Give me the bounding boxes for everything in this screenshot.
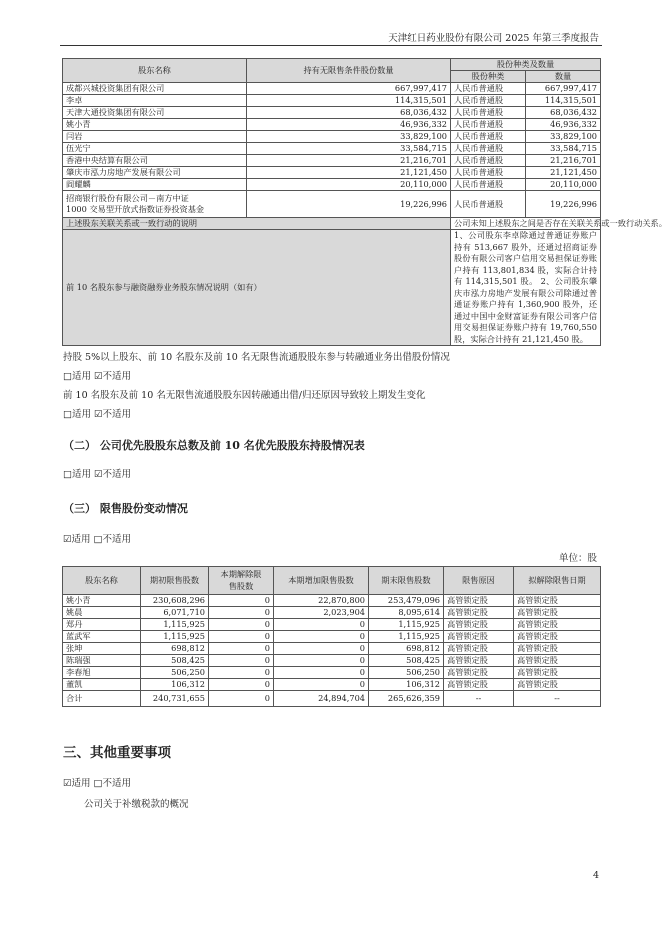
margin-row: [63, 230, 601, 346]
col-header-end: 期末限售股数: [369, 567, 444, 595]
shareholder-name: 天津大通投资集团有限公司: [63, 107, 247, 119]
header-rule: [60, 45, 602, 46]
share-amount: 33,584,715: [526, 143, 601, 155]
table-row: [63, 595, 601, 607]
shareholder-qty: 667,997,417: [247, 83, 451, 95]
released-restricted: 0: [209, 643, 274, 655]
shareholder-qty: 20,110,000: [247, 179, 451, 191]
begin-restricted: 1,115,925: [141, 631, 209, 643]
total-label: 合计: [63, 691, 141, 707]
end-restricted: 1,115,925: [369, 619, 444, 631]
holder-name: 李春旭: [63, 667, 141, 679]
preferred-shares-heading: （二） 公司优先股股东总数及前 10 名优先股股东持股情况表: [63, 439, 365, 452]
table-row: [63, 655, 601, 667]
added-restricted: 0: [274, 679, 369, 691]
restricted-shares-heading: （三） 限售股份变动情况: [63, 502, 188, 515]
table-row: [63, 167, 601, 179]
shareholder-name: 阎耀麟: [63, 179, 247, 191]
table-row: [63, 131, 601, 143]
share-type: 人民币普通股: [451, 95, 526, 107]
col-header-type: 股份种类: [451, 71, 526, 83]
release-date: 高管锁定股: [514, 643, 601, 655]
holder-name: 郑丹: [63, 619, 141, 631]
shareholder-qty: 46,936,332: [247, 119, 451, 131]
lending-checkbox: □适用 ☑不适用: [63, 371, 132, 382]
share-type: 人民币普通股: [451, 155, 526, 167]
end-restricted: 698,812: [369, 643, 444, 655]
share-type: 人民币普通股: [451, 191, 526, 218]
unit-label: 单位：股: [558, 553, 597, 564]
total-date: --: [514, 691, 601, 707]
shareholder-qty: 68,036,432: [247, 107, 451, 119]
end-restricted: 508,425: [369, 655, 444, 667]
restriction-reason: 高管锁定股: [444, 667, 514, 679]
shareholder-qty: 33,829,100: [247, 131, 451, 143]
end-restricted: 8,095,614: [369, 607, 444, 619]
table-row: [63, 679, 601, 691]
restriction-reason: 高管锁定股: [444, 643, 514, 655]
col-header-reason: 限售原因: [444, 567, 514, 595]
shareholder-name: 闫岩: [63, 131, 247, 143]
shareholder-qty: 21,121,450: [247, 167, 451, 179]
restricted-shares-table: [62, 566, 601, 707]
holder-name: 姚晨: [63, 607, 141, 619]
total-begin: 240,731,655: [141, 691, 209, 707]
table-row: [63, 667, 601, 679]
share-type: 人民币普通股: [451, 167, 526, 179]
shareholder-name: 伍光宁: [63, 143, 247, 155]
share-type: 人民币普通股: [451, 119, 526, 131]
shareholder-name: 肇庆市泓力房地产发展有限公司: [63, 167, 247, 179]
restriction-reason: 高管锁定股: [444, 595, 514, 607]
added-restricted: 0: [274, 643, 369, 655]
begin-restricted: 230,608,296: [141, 595, 209, 607]
total-release: 0: [209, 691, 274, 707]
margin-text: 1、公司股东李卓除通过普通证券账户持有 513,667 股外，还通过招商证券股份有限公司客户信用交易担保证券账户持有 113,801,834 股，实际合计持有 114,315,501 股。 2、公司股东肇庆市泓力房地产发展有限公司除通过普通证券账户持有 1,360,900 股外，还通过中国中金财富证券有限公司客户信用交易担保证券账户持有 19,760,550 股，实际合计持有 21,121,450 股。: [451, 230, 601, 346]
table-row: [63, 607, 601, 619]
table-row: [63, 643, 601, 655]
report-header: 天津红日药业股份有限公司 2025 年第三季度报告: [388, 33, 599, 44]
share-amount: 46,936,332: [526, 119, 601, 131]
restriction-reason: 高管锁定股: [444, 679, 514, 691]
added-restricted: 0: [274, 619, 369, 631]
share-amount: 68,036,432: [526, 107, 601, 119]
release-date: 高管锁定股: [514, 595, 601, 607]
release-date: 高管锁定股: [514, 607, 601, 619]
restricted-shares-checkbox: ☑适用 □不适用: [63, 534, 132, 545]
table-row: [63, 191, 601, 218]
lending-title: 持股 5%以上股东、前 10 名股东及前 10 名无限售流通股股东参与转融通业务出借股份情况: [63, 352, 450, 363]
share-amount: 19,226,996: [526, 191, 601, 218]
added-restricted: 2,023,904: [274, 607, 369, 619]
released-restricted: 0: [209, 595, 274, 607]
shareholder-qty: 114,315,501: [247, 95, 451, 107]
begin-restricted: 106,312: [141, 679, 209, 691]
col-header-added: 本期增加限售股数: [274, 567, 369, 595]
share-type: 人民币普通股: [451, 131, 526, 143]
released-restricted: 0: [209, 607, 274, 619]
begin-restricted: 506,250: [141, 667, 209, 679]
total-end: 265,626,359: [369, 691, 444, 707]
col-header-qty: 持有无限售条件股份数量: [247, 59, 451, 83]
preferred-shares-checkbox: □适用 ☑不适用: [63, 469, 132, 480]
shareholder-name: 招商银行股份有限公司－南方中证 1000 交易型开放式指数证券投资基金: [63, 191, 247, 218]
other-matters-checkbox: ☑适用 □不适用: [63, 778, 132, 789]
shareholder-qty: 19,226,996: [247, 191, 451, 218]
begin-restricted: 508,425: [141, 655, 209, 667]
release-date: 高管锁定股: [514, 667, 601, 679]
table-row: [63, 179, 601, 191]
release-date: 高管锁定股: [514, 619, 601, 631]
unrestricted-shareholders-table: [62, 58, 667, 346]
added-restricted: 0: [274, 631, 369, 643]
share-amount: 114,315,501: [526, 95, 601, 107]
end-restricted: 1,115,925: [369, 631, 444, 643]
tax-paragraph: 公司关于补缴税款的概况: [84, 799, 189, 810]
total-added: 24,894,704: [274, 691, 369, 707]
col-header-date: 拟解除限售日期: [514, 567, 601, 595]
restriction-reason: 高管锁定股: [444, 619, 514, 631]
shareholder-name: 李卓: [63, 95, 247, 107]
col-header-type-group: 股份种类及数量: [451, 59, 601, 71]
end-restricted: 253,479,096: [369, 595, 444, 607]
col-header-begin: 期初限售股数: [141, 567, 209, 595]
total-reason: --: [444, 691, 514, 707]
begin-restricted: 698,812: [141, 643, 209, 655]
table-row: [63, 107, 601, 119]
share-type: 人民币普通股: [451, 83, 526, 95]
added-restricted: 0: [274, 655, 369, 667]
begin-restricted: 6,071,710: [141, 607, 209, 619]
share-amount: 33,829,100: [526, 131, 601, 143]
shareholder-name: 姚小青: [63, 119, 247, 131]
share-amount: 667,997,417: [526, 83, 601, 95]
release-date: 高管锁定股: [514, 679, 601, 691]
release-date: 高管锁定股: [514, 655, 601, 667]
added-restricted: 22,870,800: [274, 595, 369, 607]
margin-label: 前 10 名股东参与融资融券业务股东情况说明（如有）: [63, 230, 451, 346]
share-amount: 20,110,000: [526, 179, 601, 191]
restriction-reason: 高管锁定股: [444, 607, 514, 619]
col-header-name: 股东名称: [63, 59, 247, 83]
end-restricted: 106,312: [369, 679, 444, 691]
other-matters-heading: 三、其他重要事项: [63, 745, 171, 761]
table-row: [63, 95, 601, 107]
relation-label: 上述股东关联关系或一致行动的说明: [63, 218, 451, 230]
col-header-release: 本期解除限 售股数: [209, 567, 274, 595]
holder-name: 董凯: [63, 679, 141, 691]
released-restricted: 0: [209, 619, 274, 631]
share-type: 人民币普通股: [451, 143, 526, 155]
released-restricted: 0: [209, 667, 274, 679]
page-number: 4: [592, 870, 599, 881]
relation-row: [63, 218, 601, 230]
shareholder-name: 成都兴城投资集团有限公司: [63, 83, 247, 95]
change-title: 前 10 名股东及前 10 名无限售流通股股东因转融通出借/归还原因导致较上期发生变化: [63, 390, 426, 401]
share-amount: 21,121,450: [526, 167, 601, 179]
holder-name: 陈瑞强: [63, 655, 141, 667]
col-header-name: 股东名称: [63, 567, 141, 595]
holder-name: 张坤: [63, 643, 141, 655]
change-checkbox: □适用 ☑不适用: [63, 409, 132, 420]
released-restricted: 0: [209, 679, 274, 691]
release-date: 高管锁定股: [514, 631, 601, 643]
table-row: [63, 119, 601, 131]
table-row: [63, 631, 601, 643]
shareholder-qty: 21,216,701: [247, 155, 451, 167]
total-row: [63, 691, 601, 707]
released-restricted: 0: [209, 655, 274, 667]
holder-name: 姚小青: [63, 595, 141, 607]
added-restricted: 0: [274, 667, 369, 679]
col-header-amount: 数量: [526, 71, 601, 83]
restriction-reason: 高管锁定股: [444, 631, 514, 643]
table-row: [63, 155, 601, 167]
shareholder-name: 香港中央结算有限公司: [63, 155, 247, 167]
begin-restricted: 1,115,925: [141, 619, 209, 631]
table-row: [63, 619, 601, 631]
released-restricted: 0: [209, 631, 274, 643]
table-row: [63, 143, 601, 155]
holder-name: 蓝武军: [63, 631, 141, 643]
share-type: 人民币普通股: [451, 107, 526, 119]
relation-text: 公司未知上述股东之间是否存在关联关系或一致行动关系。: [451, 218, 601, 230]
shareholder-qty: 33,584,715: [247, 143, 451, 155]
share-type: 人民币普通股: [451, 179, 526, 191]
table-row: [63, 83, 601, 95]
end-restricted: 506,250: [369, 667, 444, 679]
restriction-reason: 高管锁定股: [444, 655, 514, 667]
share-amount: 21,216,701: [526, 155, 601, 167]
